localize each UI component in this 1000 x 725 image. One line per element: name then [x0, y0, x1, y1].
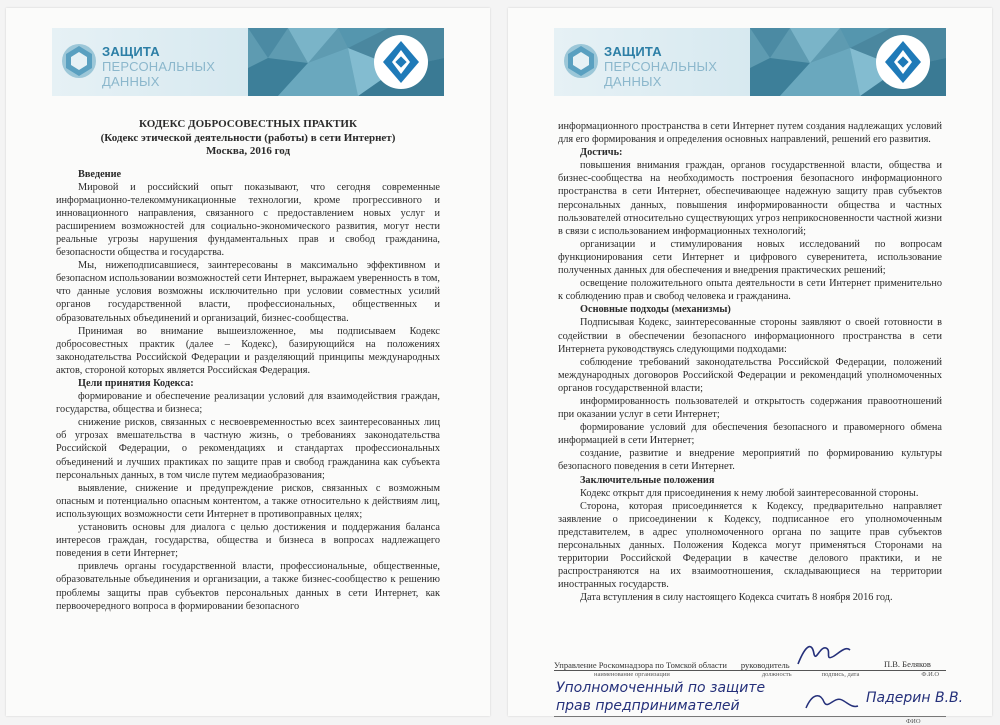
- paragraph: выявление, снижение и предупреждение рисков, связанных с возможным опасным и потенциально опасным контентом, а также относительно к действиям лиц, использующих возможности сети Интернет в противоправных целях;: [56, 482, 440, 520]
- paragraph: повышения внимания граждан, органов государственной власти, общества и бизнес-сообщества на необходимость построения безопасного информационного пространства в сети Интернет, обеспечивающее надежную защиту прав субъектов персональных данных, повышения информированности общества и частных пользователей относительно существующих угроз неприкосновенности частной жизни в связи с использованием информационных технологий;: [558, 160, 942, 237]
- paragraph: привлечь органы государственной власти, профессиональные, общественные, образовательные объединения и организации, а также бизнес-сообщество к решению проблемы защиты прав субъектов персональных данных в сети Интернет, как первоочередного вопроса в формировании безопасного: [56, 561, 440, 612]
- paragraph: организации и стимулирования новых исследований по вопросам функционирования сети Интернет и цифрового суверенитета, использование полученных данных для обеспечения и внедрения практических решений;: [558, 238, 942, 277]
- banner-title-word3: ДАННЫХ: [604, 74, 662, 89]
- banner-title: [604, 44, 750, 89]
- signatory-name: П.В. Беляков: [884, 659, 931, 669]
- paragraph: формирование и обеспечение реализации условий для взаимодействия граждан, государства, общества и бизнеса;: [56, 391, 440, 416]
- paragraph: формирование условий для обеспечения безопасного и правомерного обмена информацией в сети Интернет;: [558, 422, 942, 447]
- logo-mark-icon: [60, 42, 98, 80]
- paragraph: Принимая во внимание вышеизложенное, мы подписываем Кодекс добросовестных практик (далее – Кодекс), базирующийся на положениях законодательства Российской Федерации и разделяющий принципы международных актов, стороной которых является Российская Федерация.: [56, 325, 440, 376]
- caption-organization: наименование организации: [594, 671, 670, 678]
- banner-title-word2: ПЕРСОНАЛЬНЫХ: [102, 59, 216, 74]
- paragraph: информационного пространства в сети Интернет путем создания надлежащих условий для его формирования и определения основных направлений, решений его развития.: [558, 121, 942, 146]
- handwritten-organization-line1: Уполномоченный по защите: [556, 680, 766, 696]
- section-heading: Цели принятия Кодекса:: [78, 378, 194, 389]
- document-page-left: [6, 8, 490, 716]
- right-paragraph-list: [558, 120, 942, 604]
- caption-name-2: ФИО: [906, 718, 921, 725]
- document-body-right: [558, 120, 942, 604]
- paragraph: Подписывая Кодекс, заинтересованные стороны заявляют о своей готовности в содействии в обеспечении безопасного информационного пространства в сети Интернета руководствуясь следующими подходами:: [558, 317, 942, 355]
- shield-emblem-icon: [874, 33, 932, 91]
- paragraph: Кодекс открыт для присоединения к нему любой заинтересованной стороны.: [580, 487, 919, 499]
- banner-pattern: [750, 28, 946, 96]
- signatory-position: руководитель: [740, 660, 790, 670]
- paragraph: Мы, нижеподписавшиеся, заинтересованы в максимально эффективном и безопасном использовании возможностей сети Интернет, выражаем уверенность в том, что данные условия возможны исключительно при условии совместных усилий органов государственной власти, профессиональных, общественных и образовательных объединений и организаций, бизнес-сообщества.: [56, 260, 440, 324]
- handwritten-name: Падерин В.В.: [866, 690, 964, 706]
- signature-captions: [554, 671, 946, 678]
- paragraph: Мировой и российский опыт показывают, что сегодня современные информационно-телекоммуникационные технологии, кроме прогрессивного и инновационного направления, связанного с предоставлением новых услуг и расширением возможностей для социально-экономического развития, могут нести реальные угрозы нарушения фундаментальных прав и свобод гражданина, безопасности общества и государства.: [56, 181, 440, 259]
- section-heading: Введение: [78, 168, 122, 180]
- document-body-left: [56, 118, 440, 613]
- section-heading: Заключительные положения: [580, 474, 715, 486]
- header-banner: [52, 28, 444, 96]
- signature-line: [554, 654, 946, 671]
- banner-logo-area: [554, 28, 750, 96]
- paragraph: Сторона, которая присоединяется к Кодексу, предварительно направляет заявление о присоединении к Кодексу, подписанное его уполномоченным представителем, в адрес уполномоченного органа по защите прав субъектов персональных данных. Положения Кодекса могут применяться Сторонами на территории Российской Федерации в качестве делового практики, и не распространяются на их взаимоотношения, складывающиеся на территории иностранных государств.: [558, 500, 942, 591]
- banner-logo-area: [52, 28, 248, 96]
- document-subtitle: (Кодекс этической деятельности (работы) в сети Интернет): [100, 131, 396, 144]
- banner-title: [102, 44, 248, 89]
- banner-title-word1: ЗАЩИТА: [604, 44, 662, 59]
- section-heading: Основные подходы (механизмы): [580, 304, 731, 316]
- paragraph: соблюдение требований законодательства Российской Федерации, положений международных договоров Российской Федерации и рекомендаций уполномоченных органов государственной власти;: [558, 356, 942, 394]
- signature-block: [554, 654, 964, 725]
- paragraph: информированность пользователей и открытость содержания правоотношений при оказании услуг в сети Интернет;: [558, 395, 942, 421]
- handwritten-signature-2-icon: [802, 688, 862, 716]
- paragraph: создание, развитие и внедрение мероприятий по формированию культуры безопасного поведения в сети Интернет.: [558, 448, 942, 473]
- paragraph: снижение рисков, связанных с несвоевременностью всех заинтересованных лиц об угрозах вмешательства в частную жизнь, о требованиях законодательства Российской Федерации, о рекомендациях и стандартах профессиональных объединений и лучших практиках по защите прав и свобод гражданина как субъекта персональных данных, в том числе путем медиаобразования;: [56, 417, 440, 481]
- left-paragraph-list: [56, 168, 440, 613]
- banner-title-word3: ДАННЫХ: [102, 74, 160, 89]
- banner-title-word1: ЗАЩИТА: [102, 44, 160, 59]
- document-page-right: [508, 8, 992, 725]
- section-heading: Достичь:: [580, 147, 623, 159]
- paragraph: установить основы для диалога с целью достижения и поддержания баланса интересов граждан, государства, общества и бизнеса в вопросах надлежащего поведения в сети Интернет;: [56, 522, 440, 560]
- signatory-organization: Управление Роскомнадзора по Томской области: [554, 660, 727, 670]
- header-banner: [554, 28, 946, 96]
- document-title: КОДЕКС ДОБРОСОВЕСТНЫХ ПРАКТИК: [139, 118, 357, 130]
- caption-signature-date: подпись, дата: [821, 671, 860, 678]
- banner-pattern: [248, 28, 444, 96]
- handwritten-organization-line2: прав предпринимателей: [556, 698, 740, 714]
- document-place-year: Москва, 2016 год: [205, 145, 291, 157]
- banner-title-word2: ПЕРСОНАЛЬНЫХ: [604, 59, 718, 74]
- shield-emblem-icon: [372, 33, 430, 91]
- handwritten-signature-icon: [794, 640, 854, 670]
- logo-mark-icon: [562, 42, 600, 80]
- handwritten-entry: [554, 678, 964, 725]
- paragraph: Дата вступления в силу настоящего Кодекса считать 8 ноября 2016 год.: [580, 592, 893, 604]
- caption-position: должность: [761, 671, 792, 678]
- paragraph: освещение положительного опыта деятельности в сети Интернет применительно к соблюдению прав и свобод человека и гражданина.: [558, 278, 942, 303]
- caption-name: Ф.И.О: [921, 671, 940, 678]
